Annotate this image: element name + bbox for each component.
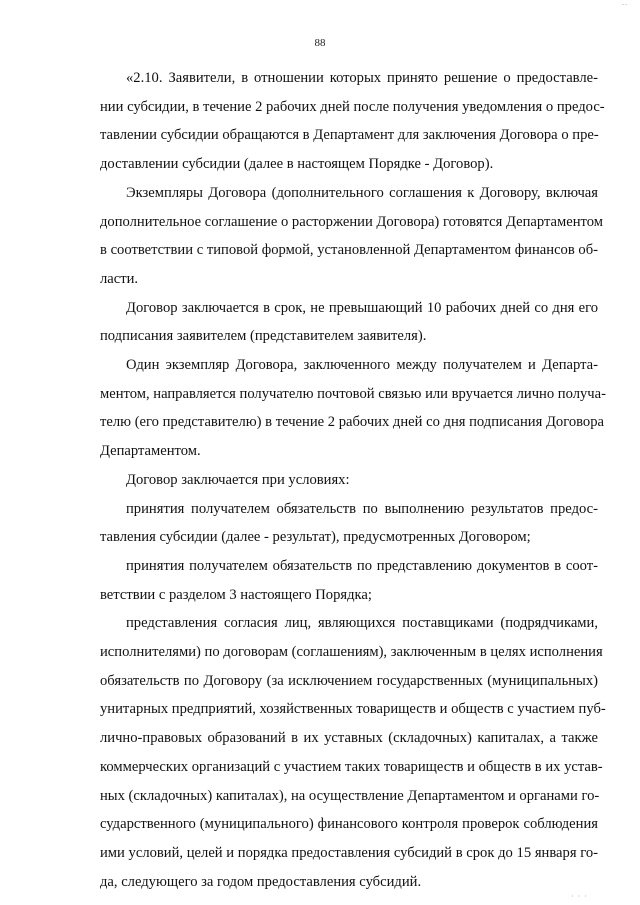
text-line: ласти. [100, 270, 139, 287]
text-line: представления согласия лиц, являющихся поставщиками (подрядчиками, [126, 615, 598, 632]
document-body [100, 36, 606, 896]
text-line: дополнительное соглашение о расторжении Договора) готовятся Департаментом [100, 213, 603, 230]
text-line: доставлении субсидии (далее в настоящем Порядке - Договор). [100, 156, 494, 173]
text-line: ментом, направляется получателю почтовой связью или вручается лично получа- [100, 385, 606, 402]
paragraph-conditions-intro [100, 466, 598, 495]
text-line: Экземпляры Договора (дополнительного соглашения к Договору, включая [126, 184, 598, 201]
text-line: Договор заключается в срок, не превышающий 10 рабочих дней со дня его [126, 299, 598, 316]
text-line: Департаментом. [100, 443, 201, 460]
corner-mark-bottom: · · · [571, 892, 588, 901]
text-line: тавления субсидии (далее - результат), предусмотренных Договором; [100, 529, 531, 546]
text-line: Договор заключается при условиях: [126, 471, 350, 488]
paragraph-condition-results [100, 495, 598, 552]
text-line: принятия получателем обязательств по выполнению результатов предос- [126, 500, 598, 517]
text-line: телю (его представителю) в течение 2 рабочих дней со дня подписания Договора [100, 414, 604, 431]
text-line: подписания заявителем (представителем заявителя). [100, 328, 427, 345]
text-line: принятия получателем обязательств по представлению документов в соот- [126, 557, 598, 574]
page-number: 88 [314, 37, 326, 49]
corner-mark-top: .. [622, 0, 628, 7]
text-line: унитарных предприятий, хозяйственных товариществ и обществ с участием пуб- [100, 701, 606, 718]
paragraph-term [100, 294, 598, 351]
text-line: коммерческих организаций с участием таких товариществ и обществ в их устав- [100, 758, 603, 775]
text-line: да, следующего за годом предоставления субсидий. [100, 873, 422, 890]
text-line: лично-правовых образований в их уставных (складочных) капиталах, а также [100, 730, 598, 747]
text-line: ветствии с разделом 3 настоящего Порядка; [100, 586, 372, 603]
text-line: исполнителями) по договорам (соглашениям), заключенным в целях исполнения [100, 644, 603, 661]
text-line: обязательств по Договору (за исключением государственных (муниципальных) [100, 672, 598, 689]
paragraph-condition-consent [100, 609, 606, 896]
paragraph-delivery [100, 351, 606, 466]
text-line: в соответствии с типовой формой, установленной Департаментом финансов об- [100, 242, 598, 259]
text-line: «2.10. Заявители, в отношении которых принято решение о предоставле- [126, 70, 598, 86]
paragraph-copies [100, 179, 603, 294]
text-line: Один экземпляр Договора, заключенного между получателем и Департа- [126, 357, 598, 374]
text-line: сударственного (муниципального) финансового контроля проверок соблюдения [100, 816, 598, 833]
paragraph-condition-documents [100, 552, 598, 609]
text-line: ими условий, целей и порядка предоставления субсидий в срок до 15 января го- [100, 844, 598, 861]
text-line: ных (складочных) капиталах), на осуществление Департаментом и органами го- [100, 787, 600, 804]
text-line: тавлении субсидии обращаются в Департамент для заключения Договора о пре- [100, 127, 599, 144]
paragraph-2-10 [100, 64, 605, 179]
text-line: нии субсидии, в течение 2 рабочих дней после получения уведомления о предос- [100, 98, 605, 115]
